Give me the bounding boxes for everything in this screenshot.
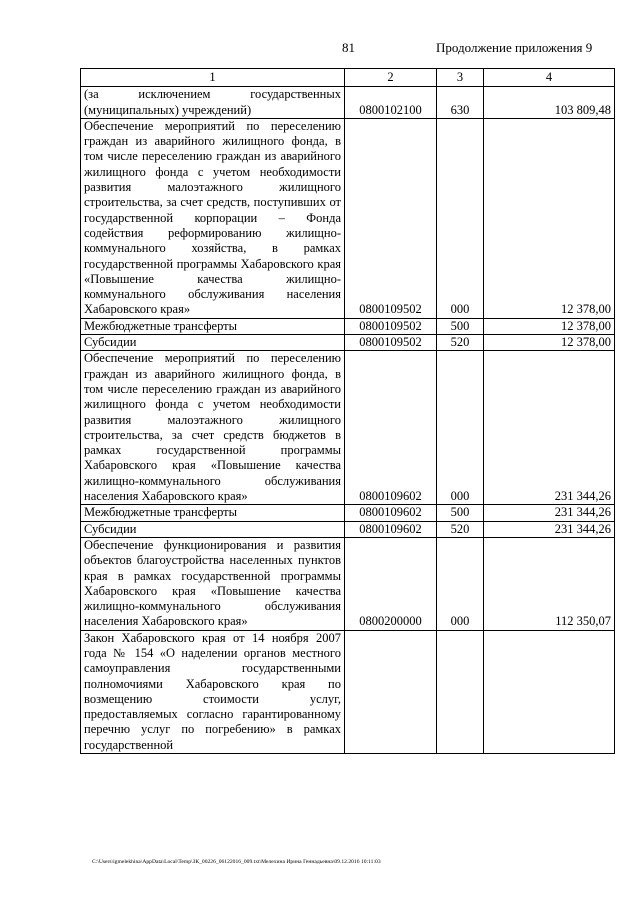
table-row — [81, 318, 615, 334]
table-row — [81, 630, 615, 753]
row-description: Закон Хабаровского края от 14 ноября 2007 года № 154 «О наделении органов местного самоуправления государственными полномочиями Хабаровского края по возмещению стоимости услуг, предоставляемых согласно гарантированному перечню услуг по погребению» в рамках государственной — [81, 630, 345, 753]
table-row — [81, 351, 615, 505]
row-description: Обеспечение функционирования и развития объектов благоустройства населенных пунктов края в рамках государственной программы Хабаровского края «Повышение качества жилищно-коммунального обслуживания населения Хабаровского края» — [81, 537, 345, 630]
row-expense-type: 000 — [437, 351, 484, 505]
row-code: 0800102100 — [345, 87, 437, 119]
table-row — [81, 87, 615, 119]
row-code: 0800109502 — [345, 118, 437, 318]
row-expense-type: 520 — [437, 521, 484, 537]
row-amount: 12 378,00 — [484, 118, 615, 318]
row-expense-type: 630 — [437, 87, 484, 119]
row-expense-type — [437, 630, 484, 753]
row-expense-type: 520 — [437, 335, 484, 351]
row-expense-type: 500 — [437, 318, 484, 334]
row-amount — [484, 630, 615, 753]
page-number: 81 — [342, 40, 355, 55]
row-code: 0800200000 — [345, 537, 437, 630]
row-description: Межбюджетные трансферты — [81, 318, 345, 334]
row-description: Обеспечение мероприятий по переселению граждан из аварийного жилищного фонда, в том числе переселению граждан из аварийного жилищного фонда с учетом необходимости развития малоэтажного жилищного строительства, за счет средств, поступивших от государственной корпорации – Фонда содействия реформированию жилищно-коммунального хозяйства, в рамках государственной программы Хабаровского края «Повышение качества жилищно-коммунального обслуживания населения Хабаровского края» — [81, 118, 345, 318]
row-code: 0800109602 — [345, 351, 437, 505]
row-amount: 12 378,00 — [484, 335, 615, 351]
row-description: Обеспечение мероприятий по переселению граждан из аварийного жилищного фонда, в том числе переселению граждан из аварийного жилищного фонда с учетом необходимости развития малоэтажного жилищного строительства, за счет средств бюджетов в рамках государственной программы Хабаровского края «Повышение качества жилищно-коммунального обслуживания населения Хабаровского края» — [81, 351, 345, 505]
table-row — [81, 505, 615, 521]
row-description: Субсидии — [81, 335, 345, 351]
continuation-label: Продолжение приложения 9 — [436, 40, 593, 55]
table-header-row — [81, 69, 615, 87]
column-header-4: 4 — [484, 69, 615, 87]
table-row — [81, 335, 615, 351]
row-amount: 231 344,26 — [484, 505, 615, 521]
column-header-3: 3 — [437, 69, 484, 87]
row-code: 0800109602 — [345, 505, 437, 521]
file-path-footer: C:\Users\igmelekhina\AppData\Local\Temp\ЗК_00226_06122016_009.txt\Мелехина Ирина Геннадьевна\09.12.2016 10:11:03 — [92, 859, 381, 865]
row-code — [345, 630, 437, 753]
row-amount: 112 350,07 — [484, 537, 615, 630]
row-description: Межбюджетные трансферты — [81, 505, 345, 521]
table-row — [81, 118, 615, 318]
row-description: Субсидии — [81, 521, 345, 537]
page-header — [0, 40, 640, 58]
row-description: (за исключением государственных (муниципальных) учреждений) — [81, 87, 345, 119]
table-row — [81, 537, 615, 630]
row-expense-type: 000 — [437, 537, 484, 630]
budget-table — [80, 68, 615, 754]
row-expense-type: 000 — [437, 118, 484, 318]
row-amount: 231 344,26 — [484, 521, 615, 537]
table-row — [81, 521, 615, 537]
column-header-1: 1 — [81, 69, 345, 87]
column-header-2: 2 — [345, 69, 437, 87]
row-expense-type: 500 — [437, 505, 484, 521]
row-amount: 231 344,26 — [484, 351, 615, 505]
row-code: 0800109502 — [345, 318, 437, 334]
row-code: 0800109602 — [345, 521, 437, 537]
row-code: 0800109502 — [345, 335, 437, 351]
row-amount: 12 378,00 — [484, 318, 615, 334]
row-amount: 103 809,48 — [484, 87, 615, 119]
